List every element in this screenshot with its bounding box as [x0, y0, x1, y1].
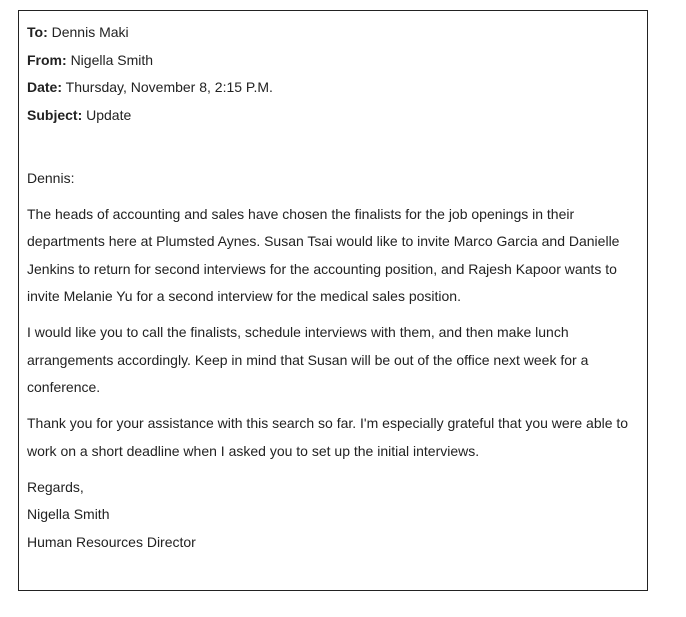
- signer-name: Nigella Smith: [27, 506, 110, 523]
- to-label: To:: [27, 24, 48, 40]
- paragraph-3: Thank you for your assistance with this search so far. I'm especially grateful that you were able to work on a short deadline when I asked you to set up the initial interviews.: [27, 415, 629, 459]
- subject-line: [27, 102, 639, 130]
- subject-label: Subject:: [27, 107, 83, 124]
- closing-block: [27, 474, 639, 557]
- from-value: Nigella Smith: [70, 51, 154, 68]
- paragraph-2: I would like you to call the finalists, schedule interviews with them, and then make lunch arrangements accordingly. Keep in mind that Susan will be out of the office next week for a conference.: [27, 324, 589, 396]
- to-value: Dennis Maki: [51, 24, 129, 40]
- signer-title: Human Resources Director: [27, 533, 196, 550]
- closing-text: Regards,: [27, 478, 84, 495]
- from-line: [27, 47, 639, 75]
- memo-document: [18, 10, 648, 591]
- paragraph-1: The heads of accounting and sales have chosen the finalists for the job openings in their departments here at Plumsted Aynes. Susan Tsai would like to invite Marco Garcia and Danielle Jenkins to return for second interviews for the accounting position, and Rajesh Kapoor wants to invite Melanie Yu for a second interview for the medical sales position.: [27, 205, 620, 305]
- from-label: From:: [27, 51, 67, 68]
- subject-value: Update: [86, 107, 132, 124]
- date-label: Date:: [27, 79, 63, 96]
- to-line: [27, 19, 639, 47]
- salutation: Dennis:: [27, 169, 75, 186]
- date-line: [27, 74, 639, 102]
- date-value: Thursday, November 8, 2:15 P.M.: [65, 79, 273, 96]
